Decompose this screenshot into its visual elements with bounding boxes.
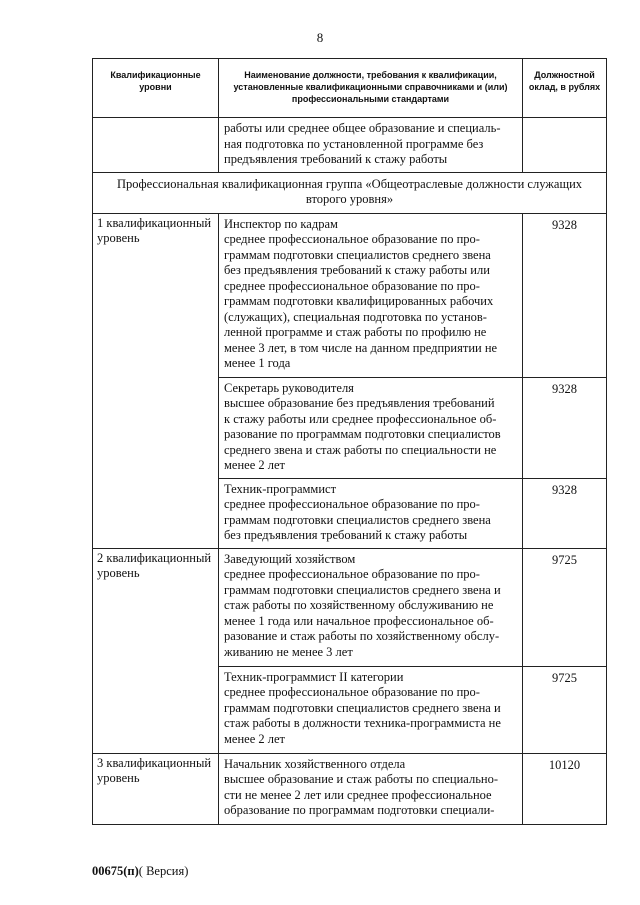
level-cell: 3 квалификационный уровень — [93, 753, 219, 824]
salary-table — [92, 58, 607, 825]
table-row — [93, 548, 607, 666]
table-row — [93, 118, 607, 173]
document-footer — [92, 864, 188, 879]
document-code: 00675(п) — [92, 864, 139, 878]
table-row — [93, 213, 607, 377]
header-levels: Квалификационные уровни — [93, 59, 219, 118]
salary-cell: 9328 — [523, 377, 607, 478]
table-row — [93, 753, 607, 824]
level-cell: 1 квалификационный уровень — [93, 213, 219, 548]
level-cell: 2 квалификационный уровень — [93, 548, 219, 753]
version-label: ( Версия) — [138, 864, 189, 878]
level-cell-empty — [93, 118, 219, 173]
position-cell: работы или среднее общее образование и специаль- ная подготовка по установленной программе без предъявления требований к стажу работы — [219, 118, 523, 173]
position-cell: Секретарь руководителя высшее образование без предъявления требований к стажу работы или среднее профессиональное об- разование по программам подготовки специалистов среднего звена и стаж работы по специальности не менее 2 лет — [219, 377, 523, 478]
salary-cell: 9725 — [523, 548, 607, 666]
header-position: Наименование должности, требования к квалификации, установленные квалификационными справочниками и (или) профессиональными стандартами — [219, 59, 523, 118]
position-cell: Инспектор по кадрам среднее профессиональное образование по про- граммам подготовки специалистов среднего звена без предъявления требований к стажу работы или среднее профессиональное образование по про- граммам подготовки квалифицированных рабочих (служащих), специальная подготовка по установ- ленной программе и стаж работы по профилю не менее 3 лет, в том числе на данном предприятии не менее 1 года — [219, 213, 523, 377]
salary-cell — [523, 118, 607, 173]
page-number: 8 — [316, 30, 324, 45]
position-cell: Техник-программист среднее профессиональное образование по про- граммам подготовки специалистов среднего звена без предъявления требований к стажу работы — [219, 478, 523, 548]
header-salary: Должностной оклад, в рублях — [523, 59, 607, 118]
position-cell: Техник-программист II категории среднее профессиональное образование по про- граммам подготовки специалистов среднего звена и стаж работы в должности техника-программиста не менее 2 лет — [219, 666, 523, 753]
salary-cell: 9328 — [523, 478, 607, 548]
position-cell: Заведующий хозяйством среднее профессиональное образование по про- граммам подготовки специалистов среднего звена и стаж работы по хозяйственному обслуживанию не менее 1 года или начальное профессиональное об- разование и стаж работы по хозяйственному обслу- живанию не менее 3 лет — [219, 548, 523, 666]
position-cell: Начальник хозяйственного отдела высшее образование и стаж работы по специально- сти не менее 2 лет или среднее профессиональное образование по программам подготовки специали- — [219, 753, 523, 824]
salary-cell: 10120 — [523, 753, 607, 824]
table-header-row — [93, 59, 607, 118]
group-title-row — [93, 172, 607, 213]
salary-cell: 9725 — [523, 666, 607, 753]
group-title: Профессиональная квалификационная группа «Общеотраслевые должности служащих второго уровня» — [93, 172, 607, 213]
salary-cell: 9328 — [523, 213, 607, 377]
